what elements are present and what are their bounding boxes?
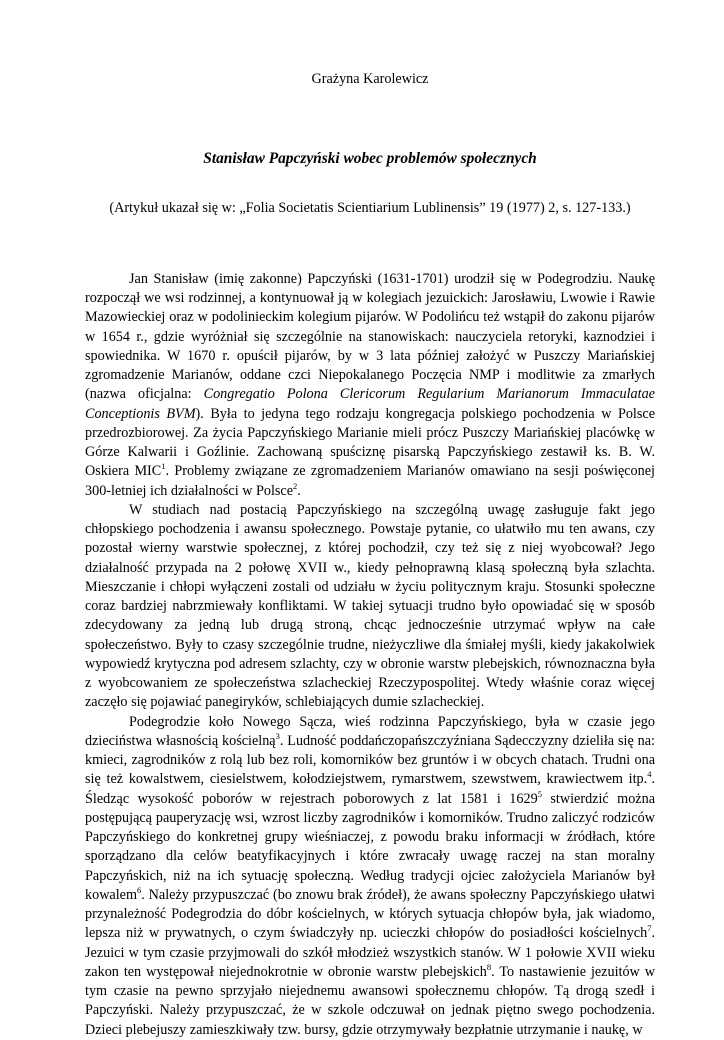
paragraph-1: Jan Stanisław (imię zakonne) Papczyński (1631-1701) urodził się w Podegrodziu. Naukę rozpoczął we wsi rodzinnej, a kontynuował ją w kolegiach jezuickich: Jarosławiu, Lwowie i Rawie Mazowieckiej oraz w podolinieckim kolegium pijarów. W Podolińcu też wstąpił do zakonu pijarów w 1654 r., gdzie wyróżniał się szczególnie na stanowiskach: nauczyciela retoryki, kaznodziei i spowiednika. W 1670 r. opuścił pijarów, by w 3 lata później założyć w Puszczy Mariańskiej zgromadzenie Marianów, oddane czci Niepokalanego Poczęcia NMP i modlitwie za zmarłych (nazwa oficjalna: Congregatio Polona Clericorum Regularium Marianorum Immaculatae Conceptionis BVM). Była to jedyna tego rodzaju kongregacja polskiego pochodzenia w Polsce przedrozbiorowej. Za życia Papczyńskiego Marianie mieli prócz Puszczy Mariańskiej placówkę w Górze Kalwarii i Goźlinie. Zachowaną spuściznę pisarską Papczyńskiego zestawił ks. B. W. Oskiera MIC$^1$. Problemy związane ze zgromadzeniem Marianów omawiano na sesji poświęconej 300-letniej ich działalności w Polsce$^2$.	[85, 270, 655, 499]
footnote-ref-5: 5	[537, 788, 542, 799]
footnote-ref-8: 8	[486, 961, 492, 972]
source-citation: (Artykuł ukazał się w: „Folia Societatis Scientiarium Lublinensis” 19 (1977) 2, s. 127-133.)	[109, 199, 631, 216]
footnote-ref-4: 4	[647, 769, 652, 780]
article-title: Stanisław Papczyński wobec problemów społecznych	[203, 150, 537, 168]
paragraph-2: W studiach nad postacią Papczyńskiego na szczególną uwagę zasługuje fakt jego chłopskiego pochodzenia i awansu społecznego. Powstaje pytanie, co ułatwiło mu ten awans, czy pozostał wierny warstwie społecznej, z której pochodził, czy też się z niej wyobcował? Jego działalność przypada na 2 połowę XVII w., kiedy pełnoprawną klasą społeczną była szlachta. Mieszczanie i chłopi wyłączeni zostali od udziału w życiu politycznym kraju. Stosunki społeczne coraz bardziej nabrzmiewały konfliktami. W takiej sytuacji trudno było opowiadać się w sposób zdecydowany za jedną lub drugą stroną, chcąc jednocześnie utrzymać wpływ na całe społeczeństwo. Były to czasy szczególnie trudne, nieżyczliwe dla śmiałej myśli, kiedy jakakolwiek wypowiedź krytyczna pod adresem szlachty, czy w obronie warstw plebejskich, równoznaczna była z wyobcowaniem ze społeczeństwa szlacheckiej Rzeczypospolitej. Wtedy właśnie coraz więcej zaczęło się pojawiać panegiryków, schlebiających dumie szlacheckiej.	[85, 501, 655, 711]
footnote-ref-1: 1	[161, 461, 166, 472]
footnote-ref-7: 7	[647, 923, 652, 934]
article-body	[85, 270, 655, 1040]
footnote-ref-3: 3	[275, 730, 280, 741]
author-name: Grażyna Karolewicz	[311, 71, 429, 87]
footnote-ref-2: 2	[293, 480, 298, 491]
paragraph-3: Podegrodzie koło Nowego Sącza, wieś rodzinna Papczyńskiego, była w czasie jego dzieciństwa własnością kościelną$^3$. Ludność poddańczopańszczyźniana Sądecczyzny dzieliła się na: kmieci, zagrodników z rolą lub bez roli, komorników bez gruntów i w obcych chatach. Trudni ona się też kowalstwem, ciesielstwem, kołodziejstwem, rymarstwem, szewstwem, krawiectwem itp.$^4$. Śledząc wysokość poborów w rejestrach poborowych z lat 1581 i 1629$^5$ stwierdzić można postępującą pauperyzację wsi, wzrost liczby zagrodników i komorników. Trudno zaliczyć rodziców Papczyńskiego do konkretnej grupy wieśniaczej, z powodu braku informacji w źródłach, które sporządzano dla celów beatyfikacyjnych i które zwracały uwagę raczej na stan moralny Papczyńskich, niż na ich sytuację społeczną. Według tradycji ojciec założyciela Marianów był kowalem$^6$. Należy przypuszczać (bo znowu brak źródeł), że awans społeczny Papczyńskiego ułatwi przynależność Podegrodzia do dóbr kościelnych, w których sytuacja chłopów była, jak wiadomo, lepsza niż w prywatnych, o czym świadczyły np. ucieczki chłopów do posiadłości kościelnych$^7$. Jezuici w tym czasie przyjmowali do szkół młodzież wszystkich stanów. W 1 połowie XVII wieku zakon ten występował niejednokrotnie w obronie warstw plebejskich$^8$. To nastawienie jezuitów w tym czasie na pewno sprzyjało niejednemu awansowi społecznemu chłopów. Tą drogą szedł i Papczyński. Należy przypuszczać, że w szkole odczuwał on jednak piętno swego pochodzenia. Dzieci plebejuszy zamieszkiwały tzw. bursy, gdzie otrzymywały bezpłatnie utrzymanie i naukę, w	[85, 713, 655, 1038]
latin-name: Congregatio Polona Clericorum Regularium Marianorum Immaculatae Conceptionis BVM	[85, 386, 655, 422]
footnote-ref-6: 6	[137, 884, 142, 895]
